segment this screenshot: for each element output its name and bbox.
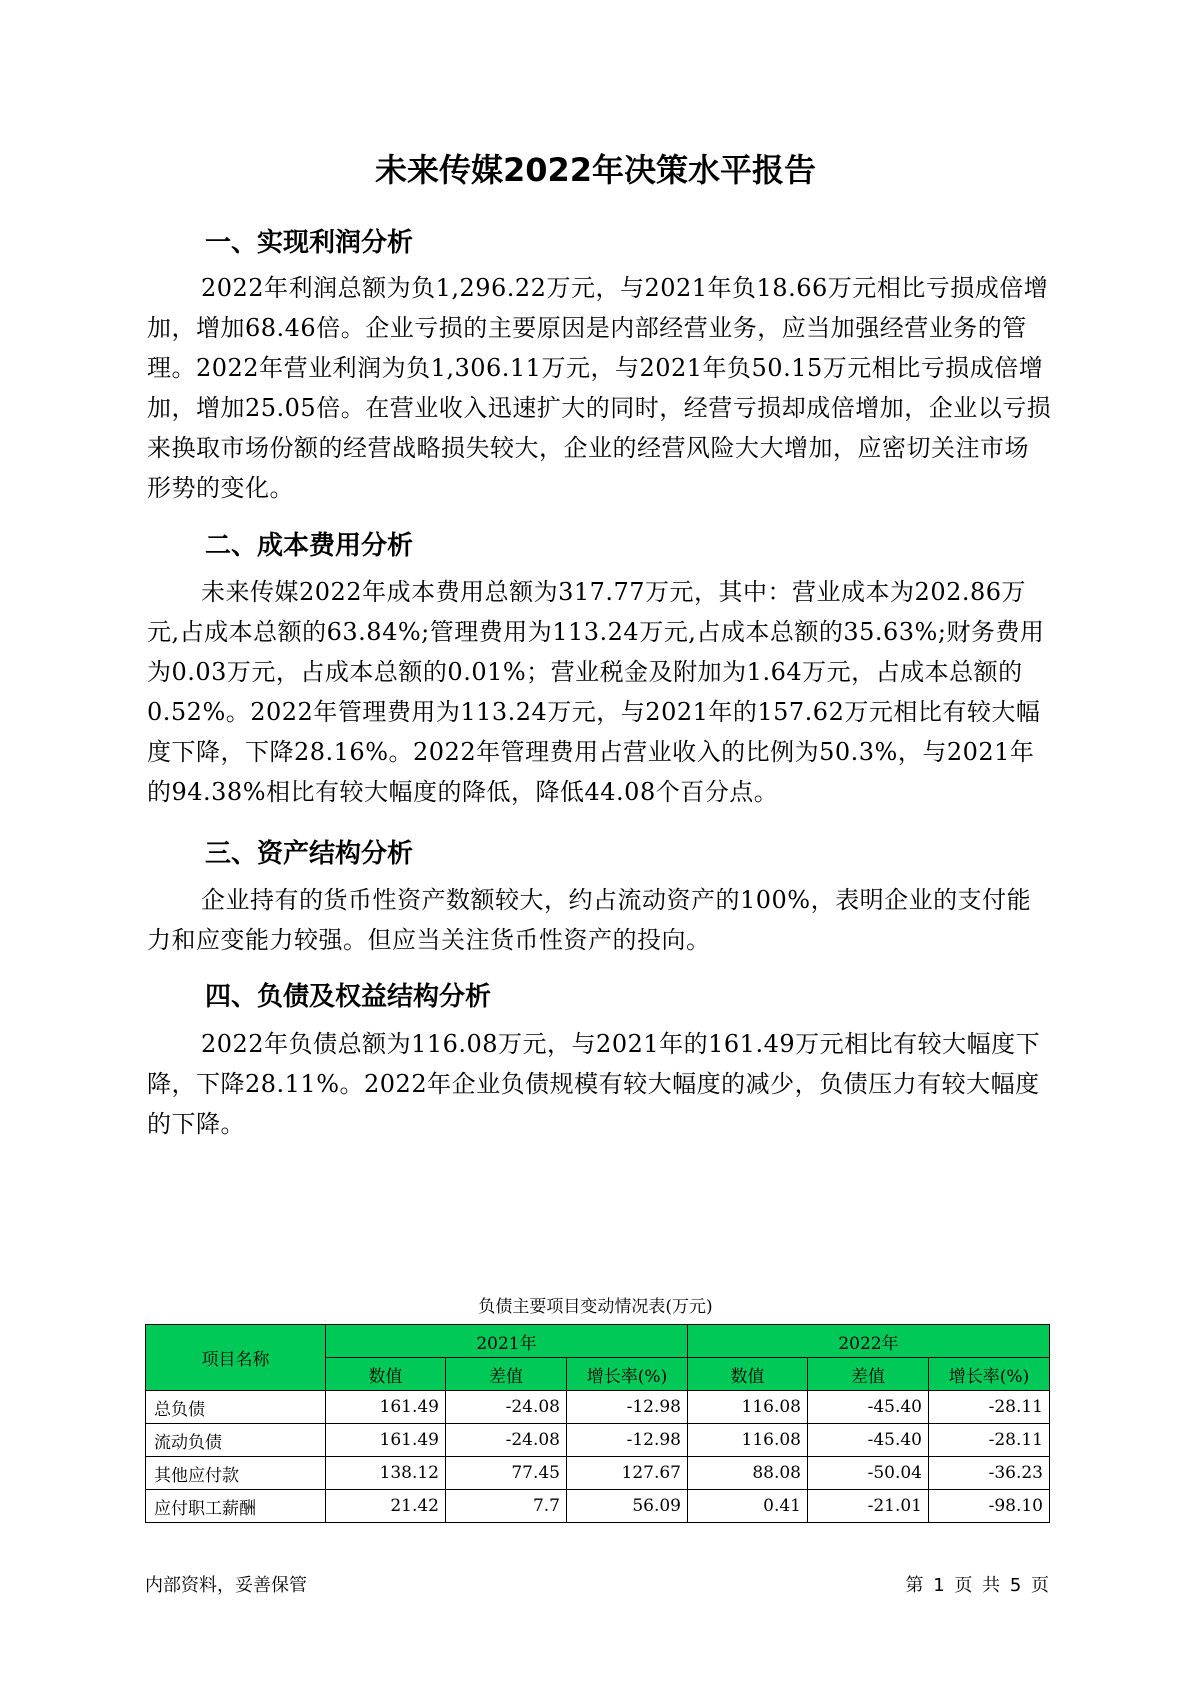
subheader-value-2022: 数值 (688, 1358, 808, 1391)
cell-value: 116.08 (688, 1424, 808, 1457)
cell-value: -28.11 (929, 1424, 1050, 1457)
cell-value: -36.23 (929, 1457, 1050, 1490)
section-heading-liability: 四、负债及权益结构分析 (205, 982, 492, 1012)
cell-value: 77.45 (446, 1457, 567, 1490)
section-body-liability: 2022年负债总额为116.08万元，与2021年的161.49万元相比有较大幅度下降，下降28.11%。2022年企业负债规模有较大幅度的减少，负债压力有较大幅度的下降。 (147, 1030, 1041, 1138)
table-caption: 负债主要项目变动情况表(万元) (478, 1297, 713, 1317)
cell-value: 7.7 (446, 1490, 567, 1523)
cell-value: 161.49 (326, 1424, 446, 1457)
subheader-value-2021: 数值 (326, 1358, 446, 1391)
cell-value: 161.49 (326, 1391, 446, 1424)
section-heading-profit: 一、实现利润分析 (205, 228, 414, 258)
cell-value: -12.98 (567, 1424, 688, 1457)
liability-change-table (145, 1324, 1050, 1523)
section-body-profit: 2022年利润总额为负1,296.22万元，与2021年负18.66万元相比亏损成倍增加，增加68.46倍。企业亏损的主要原因是内部经营业务，应当加强经营业务的管理。2022年营业利润为负1,306.11万元，与2021年负50.15万元相比亏损成倍增加，增加25.05倍。在营业收入迅速扩大的同时，经营亏损却成倍增加，企业以亏损来换取市场份额的经营战略损失较大，企业的经营风险大大增加，应密切关注市场形势的变化。 (147, 274, 1052, 502)
subheader-diff-2021: 差值 (446, 1358, 567, 1391)
row-name: 其他应付款 (146, 1457, 326, 1490)
cell-value: -21.01 (808, 1490, 929, 1523)
cell-value: -45.40 (808, 1391, 929, 1424)
cell-value: -28.11 (929, 1391, 1050, 1424)
page-title: 未来传媒2022年决策水平报告 (374, 151, 817, 189)
cell-value: -24.08 (446, 1391, 567, 1424)
cell-value: -45.40 (808, 1424, 929, 1457)
cell-value: 56.09 (567, 1490, 688, 1523)
section-heading-cost: 二、成本费用分析 (205, 531, 414, 561)
table-row (146, 1391, 1050, 1424)
table-row (146, 1457, 1050, 1490)
cell-value: 21.42 (326, 1490, 446, 1523)
cell-value: -12.98 (567, 1391, 688, 1424)
row-name: 应付职工薪酬 (146, 1490, 326, 1523)
cell-value: 0.41 (688, 1490, 808, 1523)
subheader-growth-2022: 增长率(%) (929, 1358, 1050, 1391)
cell-value: -98.10 (929, 1490, 1050, 1523)
table-row (146, 1424, 1050, 1457)
footer-confidential-note: 内部资料，妥善保管 (145, 1575, 307, 1596)
table-row (146, 1490, 1050, 1523)
section-heading-asset: 三、资产结构分析 (205, 839, 414, 869)
section-body-asset: 企业持有的货币性资产数额较大，约占流动资产的100%，表明企业的支付能力和应变能力较强。但应当关注货币性资产的投向。 (147, 886, 1032, 954)
section-body-cost: 未来传媒2022年成本费用总额为317.77万元，其中：营业成本为202.86万元,占成本总额的63.84%;管理费用为113.24万元,占成本总额的35.63%;财务费用为0.03万元，占成本总额的0.01%；营业税金及附加为1.64万元，占成本总额的0.52%。2022年管理费用为113.24万元，与2021年的157.62万元相比有较大幅度下降，下降28.16%。2022年管理费用占营业收入的比例为50.3%，与2021年的94.38%相比有较大幅度的降低，降低44.08个百分点。 (147, 578, 1045, 806)
cell-value: 116.08 (688, 1391, 808, 1424)
header-year-2021: 2021年 (326, 1325, 688, 1358)
row-name: 总负债 (146, 1391, 326, 1424)
cell-value: 138.12 (326, 1457, 446, 1490)
subheader-growth-2021: 增长率(%) (567, 1358, 688, 1391)
cell-value: 127.67 (567, 1457, 688, 1490)
cell-value: 88.08 (688, 1457, 808, 1490)
header-year-2022: 2022年 (688, 1325, 1050, 1358)
footer-page-number: 第 1 页 共 5 页 (905, 1575, 1049, 1596)
cell-value: -24.08 (446, 1424, 567, 1457)
subheader-diff-2022: 差值 (808, 1358, 929, 1391)
row-name: 流动负债 (146, 1424, 326, 1457)
header-item-name: 项目名称 (146, 1325, 326, 1391)
cell-value: -50.04 (808, 1457, 929, 1490)
